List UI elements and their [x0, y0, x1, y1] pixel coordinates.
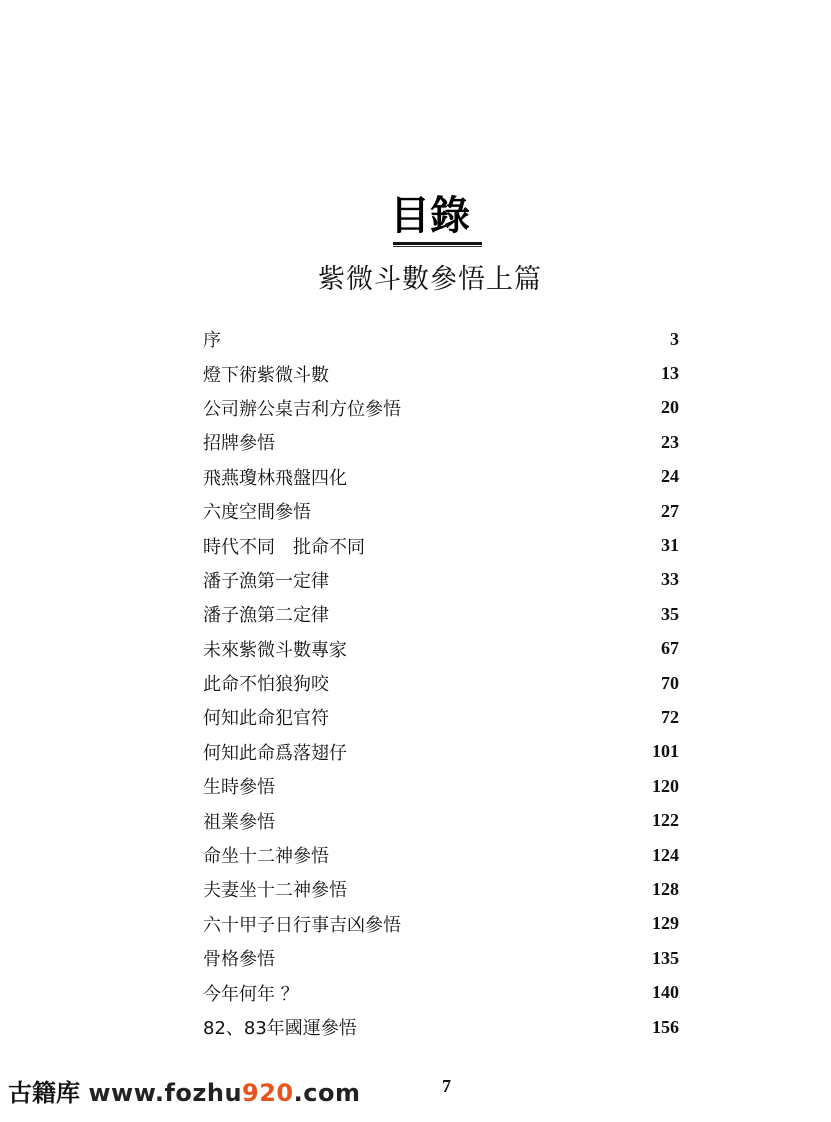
toc-entry — [203, 356, 683, 390]
page-subtitle: 紫微斗數參悟上篇 — [318, 264, 542, 295]
title-underline — [393, 242, 482, 247]
toc-entry — [203, 941, 683, 975]
toc-entry-title: 序 — [203, 330, 221, 352]
toc-entry — [203, 597, 683, 631]
toc-entry-title: 潘子漁第一定律 — [203, 570, 329, 592]
toc-entry-title: 未來紫微斗數專家 — [203, 639, 347, 661]
toc-entry-page: 31 — [661, 535, 679, 556]
toc-entry-title: 祖業參悟 — [203, 811, 275, 833]
toc-entry — [203, 735, 683, 769]
toc-entry — [203, 528, 683, 562]
toc-entry — [203, 838, 683, 872]
toc-entry-page: 3 — [670, 328, 679, 349]
toc-entry — [203, 563, 683, 597]
toc-entry-page: 101 — [652, 741, 679, 762]
toc-entry-title: 時代不同 批命不同 — [203, 536, 365, 558]
table-of-contents — [203, 322, 683, 1044]
toc-entry-page: 67 — [661, 638, 679, 659]
toc-entry-page: 128 — [652, 878, 679, 899]
toc-entry-title: 六十甲子日行事吉凶參悟 — [203, 914, 401, 936]
toc-entry-title: 招牌參悟 — [203, 433, 275, 455]
toc-entry-page: 20 — [661, 397, 679, 418]
toc-entry — [203, 769, 683, 803]
toc-entry — [203, 460, 683, 494]
toc-entry — [203, 803, 683, 837]
toc-entry — [203, 632, 683, 666]
toc-entry-title: 夫妻坐十二神參悟 — [203, 880, 347, 902]
toc-entry — [203, 425, 683, 459]
toc-entry-page: 24 — [661, 466, 679, 487]
toc-entry — [203, 322, 683, 356]
toc-entry-title: 生時參悟 — [203, 777, 275, 799]
toc-entry — [203, 666, 683, 700]
toc-entry-title: 六度空間參悟 — [203, 502, 311, 524]
toc-entry — [203, 494, 683, 528]
toc-entry-title: 何知此命爲落翅仔 — [203, 742, 347, 764]
toc-entry-title: 潘子漁第二定律 — [203, 605, 329, 627]
toc-entry-title: 今年何年 ？ — [203, 983, 299, 1005]
toc-entry-title: 此命不怕狼狗咬 — [203, 674, 329, 696]
toc-entry-title: 公司辦公桌吉利方位參悟 — [203, 398, 401, 420]
toc-entry-title: 骨格參悟 — [203, 949, 275, 971]
toc-entry-page: 129 — [652, 913, 679, 934]
toc-entry-title: 飛燕瓊林飛盤四化 — [203, 467, 347, 489]
toc-entry — [203, 907, 683, 941]
toc-entry — [203, 975, 683, 1009]
watermark-brand — [8, 1075, 360, 1111]
toc-entry-title: 82、83年國運參悟 — [203, 1018, 357, 1039]
toc-entry-page: 35 — [661, 603, 679, 624]
toc-entry-page: 122 — [652, 810, 679, 831]
toc-entry — [203, 1010, 683, 1044]
toc-entry-page: 135 — [652, 947, 679, 968]
toc-entry — [203, 700, 683, 734]
toc-entry-page: 13 — [661, 363, 679, 384]
toc-entry-page: 23 — [661, 431, 679, 452]
toc-entry-page: 33 — [661, 569, 679, 590]
page-number: 7 — [442, 1076, 451, 1096]
toc-entry-page: 124 — [652, 844, 679, 865]
toc-entry-page: 140 — [652, 982, 679, 1003]
page-title: 目錄 — [390, 193, 470, 239]
watermark-brand-name: 古籍库 — [8, 1079, 80, 1107]
toc-entry-page: 72 — [661, 706, 679, 727]
toc-entry-title: 何知此命犯官符 — [203, 708, 329, 730]
toc-entry-page: 70 — [661, 672, 679, 693]
watermark-url: www.fozhu920.com — [88, 1079, 361, 1107]
toc-entry-page: 120 — [652, 775, 679, 796]
toc-entry-title: 命坐十二神參悟 — [203, 846, 329, 868]
toc-entry — [203, 872, 683, 906]
toc-entry-page: 156 — [652, 1016, 679, 1037]
toc-entry-page: 27 — [661, 500, 679, 521]
toc-entry — [203, 391, 683, 425]
toc-entry-title: 燈下術紫微斗數 — [203, 364, 329, 386]
